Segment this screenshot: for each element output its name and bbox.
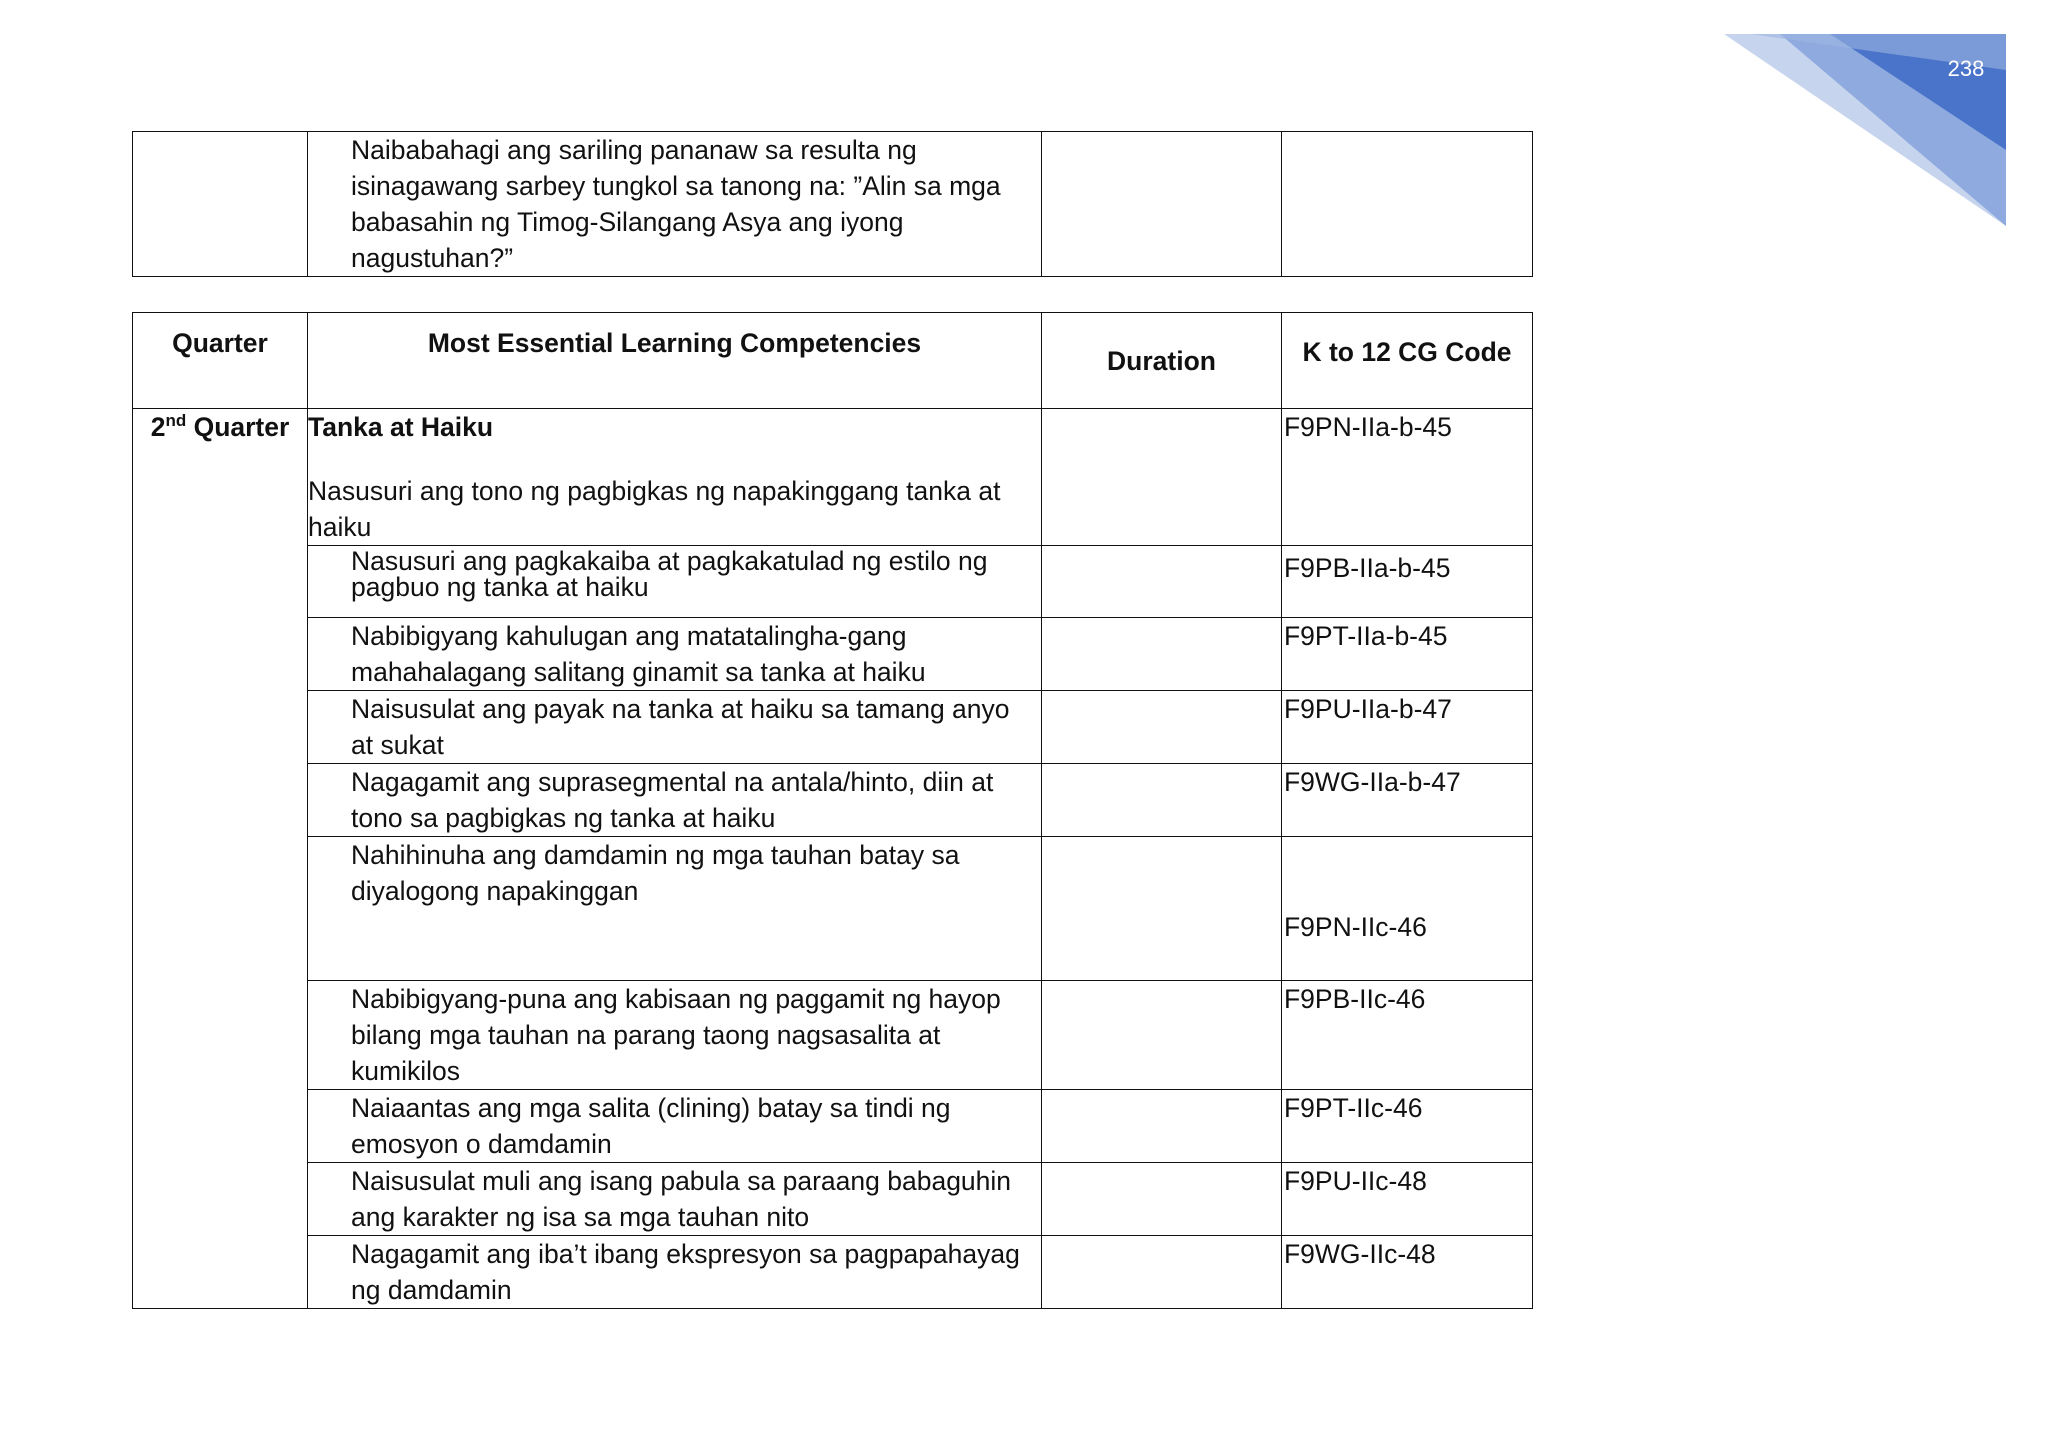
competency-cell: Naibabahagi ang sariling pananaw sa resulta ng isinagawang sarbey tungkol sa tanong na: ”Alin sa mga babasahin ng Timog-Silangang Asya ang iyong nagustuhan?”	[308, 132, 1042, 277]
competency-cell: Nagagamit ang suprasegmental na antala/hinto, diin at tono sa pagbigkas ng tanka at haiku	[308, 764, 1042, 837]
competency-cell: Nabibigyang kahulugan ang matatalingha-gang mahahalagang salitang ginamit sa tanka at haiku	[308, 618, 1042, 691]
quarter-cell	[133, 132, 308, 277]
duration-cell	[1042, 618, 1282, 691]
duration-cell	[1042, 691, 1282, 764]
competency-text: Nasusuri ang tono ng pagbigkas ng napakinggang tanka at haiku	[308, 476, 1001, 542]
code-cell: F9PT-IIc-46	[1282, 1090, 1533, 1163]
table-row	[133, 132, 1533, 277]
competency-cell: Nagagamit ang iba’t ibang ekspresyon sa pagpapahayag ng damdamin	[308, 1236, 1042, 1309]
duration-cell	[1042, 981, 1282, 1090]
table-row	[133, 837, 1533, 981]
competency-cell: Nahihinuha ang damdamin ng mga tauhan batay sa diyalogong napakinggan	[308, 837, 1042, 981]
duration-cell	[1042, 1090, 1282, 1163]
header-quarter: Quarter	[133, 313, 308, 409]
table-row	[133, 546, 1533, 618]
section-title: Tanka at Haiku	[308, 412, 494, 442]
duration-cell	[1042, 132, 1282, 277]
competency-cell: Naisusulat ang payak na tanka at haiku sa tamang anyo at sukat	[308, 691, 1042, 764]
table-row	[133, 1163, 1533, 1236]
competency-cell	[308, 409, 1042, 546]
code-cell: F9PN-IIa-b-45	[1282, 409, 1533, 546]
table-row	[133, 764, 1533, 837]
competency-cell: Naiaantas ang mga salita (clining) batay sa tindi ng emosyon o damdamin	[308, 1090, 1042, 1163]
header-competencies: Most Essential Learning Competencies	[308, 313, 1042, 409]
duration-cell	[1042, 1236, 1282, 1309]
header-duration: Duration	[1042, 313, 1282, 409]
code-cell: F9PU-IIa-b-47	[1282, 691, 1533, 764]
code-cell: F9PB-IIc-46	[1282, 981, 1533, 1090]
duration-cell	[1042, 1163, 1282, 1236]
competency-cell: Nasusuri ang pagkakaiba at pagkakatulad ng estilo ng pagbuo ng tanka at haiku	[308, 546, 1042, 618]
page-number: 238	[1947, 56, 1985, 81]
header-code: K to 12 CG Code	[1282, 313, 1533, 409]
quarter-word: Quarter	[186, 412, 290, 442]
quarter-label	[133, 409, 308, 1309]
code-cell: F9PB-IIa-b-45	[1282, 546, 1533, 618]
code-cell: F9PN-IIc-46	[1282, 837, 1533, 981]
quarter-number: 2	[150, 412, 166, 442]
duration-cell	[1042, 546, 1282, 618]
quarter-suffix: nd	[165, 411, 187, 431]
code-cell: F9PU-IIc-48	[1282, 1163, 1533, 1236]
table-row	[133, 618, 1533, 691]
code-cell	[1282, 132, 1533, 277]
duration-cell	[1042, 409, 1282, 546]
competency-cell: Nabibigyang-puna ang kabisaan ng paggamit ng hayop bilang mga tauhan na parang taong nagsasalita at kumikilos	[308, 981, 1042, 1090]
header-row	[133, 313, 1533, 409]
competencies-table	[132, 312, 1533, 1309]
code-cell: F9PT-IIa-b-45	[1282, 618, 1533, 691]
duration-cell	[1042, 764, 1282, 837]
continued-table	[132, 131, 1533, 277]
duration-cell	[1042, 837, 1282, 981]
competency-cell: Naisusulat muli ang isang pabula sa paraang babaguhin ang karakter ng isa sa mga tauhan nito	[308, 1163, 1042, 1236]
table-row	[133, 691, 1533, 764]
table-row	[133, 1090, 1533, 1163]
table-row	[133, 1236, 1533, 1309]
code-cell: F9WG-IIa-b-47	[1282, 764, 1533, 837]
code-cell: F9WG-IIc-48	[1282, 1236, 1533, 1309]
table-row	[133, 981, 1533, 1090]
table-row	[133, 409, 1533, 546]
